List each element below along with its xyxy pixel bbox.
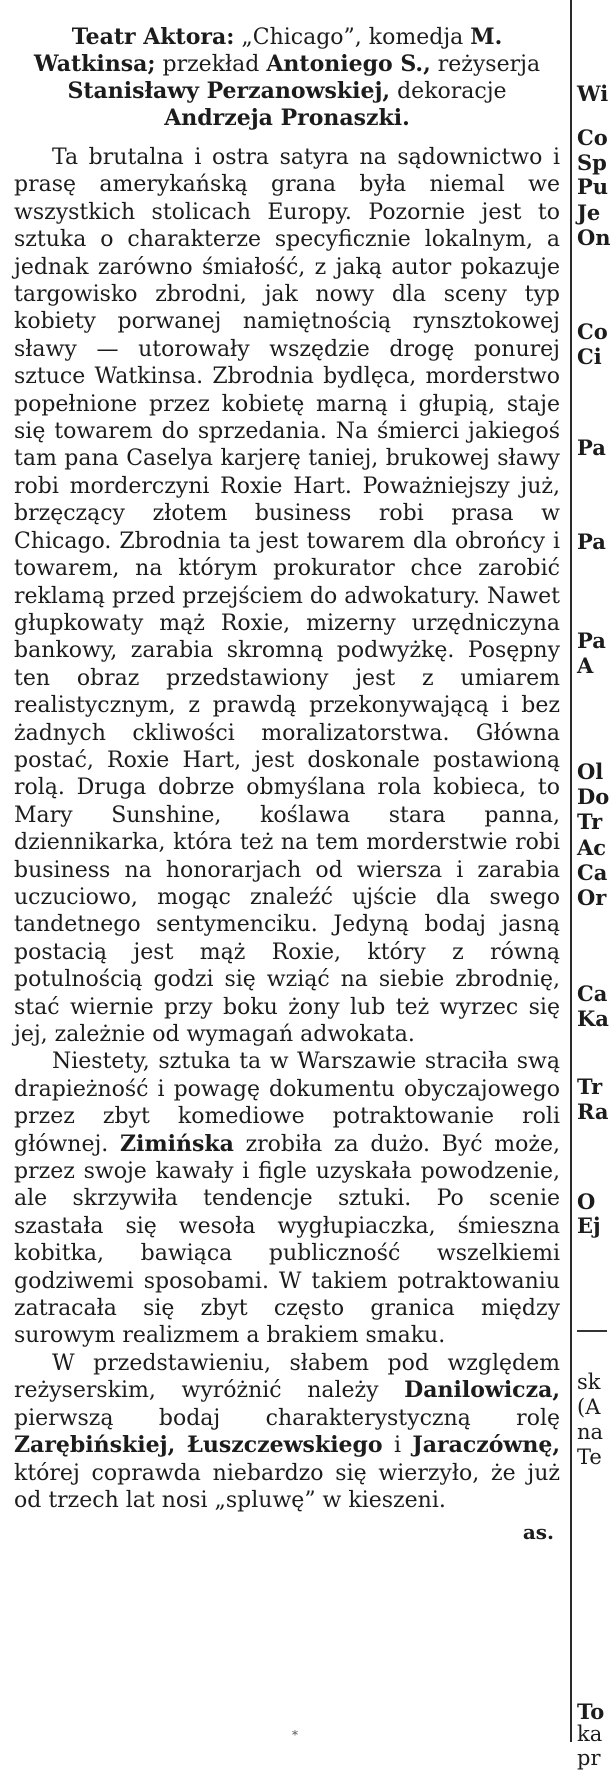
paragraph-3-text-c: i xyxy=(382,1433,413,1459)
heading-translation-label: przekład xyxy=(155,52,267,77)
article xyxy=(14,24,560,1544)
fragment: ka xyxy=(577,1722,603,1746)
fragment: Ol xyxy=(577,759,604,784)
fragment: (A xyxy=(577,1395,601,1419)
heading-designer: Andrzeja Pronaszki. xyxy=(164,105,410,131)
column-divider xyxy=(570,0,572,1742)
paragraph-3-text-a: W przedstawieniu, słabem pod względem reżyserskim, wyróżnić należy xyxy=(14,1350,560,1404)
heading-direction-label: reżyserja xyxy=(430,52,541,77)
actor-name-1: Danilowicza, xyxy=(404,1377,560,1404)
actor-name-3: Jaraczównę, xyxy=(412,1432,560,1459)
heading-author: M. Watkinsa; xyxy=(33,24,503,77)
fragment: Tr xyxy=(577,1074,603,1099)
fragment: na xyxy=(577,1420,604,1444)
article-paragraph-2 xyxy=(14,1048,560,1349)
article-paragraph-3 xyxy=(14,1350,560,1514)
fragment: Je xyxy=(577,200,601,225)
fragment: Ci xyxy=(577,344,602,369)
fragment: Tr xyxy=(577,809,603,834)
bottom-mark: * xyxy=(292,1728,298,1742)
paragraph-2-text-a: Niestety, sztuka ta w Warszawie straciła swą drapieżność i powagę dokumentu obyczajowego przez zbyt komediowe potraktowanie roli głównej. xyxy=(14,1049,560,1157)
fragment: Or xyxy=(577,885,607,910)
author-signature: as. xyxy=(522,1520,554,1545)
fragment: To xyxy=(577,1699,605,1724)
heading-director: Stanisławy Perzanowskiej, xyxy=(67,78,391,104)
fragment: On xyxy=(577,225,611,250)
article-heading xyxy=(14,24,560,132)
fragment: Pu xyxy=(577,174,609,199)
fragment: Pa xyxy=(577,628,606,653)
paragraph-3-text-b: pierwszą bodaj charakterystyczną rolę xyxy=(14,1405,560,1431)
paragraph-2-text-b: zrobiła za dużo. Być może, przez swoje kawały i figle uzyskała powodzenie, ale skrzywiła tendencje sztuki. Po scenie szastała się wesoła wygłupiaczka, śmieszna kobitka, bawiąca publiczność wszelkiemi godziwemi sposobami. W takiem potraktowaniu zatracała się zbyt często granica między surowym realizmem a brakiem smaku. xyxy=(14,1131,560,1349)
fragment: Ej xyxy=(577,1213,601,1238)
actor-name-2: Zarębińskiej, Łuszczewskiego xyxy=(14,1432,383,1459)
heading-design-label: dekoracje xyxy=(390,79,507,104)
fragment: Ca xyxy=(577,981,608,1006)
fragment: Co xyxy=(577,125,608,150)
fragment: O xyxy=(577,1189,596,1214)
heading-translator: Antoniego S., xyxy=(266,51,431,77)
section-rule xyxy=(577,1330,607,1332)
article-paragraph-1: Ta brutalna i ostra satyra na sądownictwo i prasę amerykańską grana była niemal we wszystkich stolicach Europy. Pozornie jest to sztuka o charakterze specyficznie lokalnym, a jednak zarówno śmiałość, z jaką autor pokazuje targowisko zbrodni, jak nowy dla sceny typ kobiety porwanej namiętnością rynsztokowej sławy — utorowały wszędzie drogę ponurej sztuce Watkinsa. Zbrodnia bydlęca, morderstwo popełnione przez kobietę marną i głupią, staje się towarem do sprzedania. Na śmierci jakiegoś tam pana Caselya karjerę taniej, brukowej sławy robi morderczyni Roxie Hart. Poważniejszy już, brzęczący złotem business robi prasa w Chicago. Zbrodnia ta jest towarem dla obrońcy i towarem, na którym prokurator chce zarobić reklamą przed przejściem do adwokatury. Nawet głupkowaty mąż Roxie, mizerny urzędniczyna bankowy, zarabia skromną podwyżkę. Posępny ten obraz przedstawiony jest z umiarem realistycznym, z prawdą przekonywającą i bez żadnych ckliwości moralizatorstwa. Główna postać, Roxie Hart, jest doskonale postawioną rolą. Druga dobrze obmyślana rola kobieca, to Mary Sunshine, koślawa stara panna, dziennikarka, która też na tem morderstwie robi business na honorarjach od wiersza i zarabia uczuciowo, mogąc znaleźć ujście dla swego tandetnego sentymenciku. Jedyną bodaj jasną postacią jest mąż Roxie, który z równą potulnością godzi się wziąć na siebie zbrodnię, stać wiernie przy boku żony lub też wyrzec się jej, zależnie od wymagań adwokata. xyxy=(14,145,560,1047)
adjacent-column xyxy=(575,0,611,1770)
fragment: Ra xyxy=(577,1099,609,1124)
fragment: pr xyxy=(577,1746,601,1770)
fragment: Ca xyxy=(577,860,608,885)
fragment: Pa xyxy=(577,529,606,554)
fragment: Co xyxy=(577,319,608,344)
paragraph-3-text-d: której coprawda niebardzo się wierzyło, że już od trzech lat nosi „spluwę” w kieszeni. xyxy=(14,1460,560,1513)
fragment: Ac xyxy=(577,835,607,860)
fragment: Pa xyxy=(577,435,606,460)
fragment: Do xyxy=(577,784,610,809)
fragment: A xyxy=(577,653,594,678)
actress-name: Zimińska xyxy=(119,1130,234,1157)
heading-title: „Chicago”, komedja xyxy=(234,25,471,50)
fragment: Te xyxy=(577,1445,602,1469)
fragment: Sp xyxy=(577,150,607,175)
heading-venue: Teatr Aktora: xyxy=(71,24,235,50)
fragment: sk xyxy=(577,1370,601,1394)
fragment: Ka xyxy=(577,1006,609,1031)
fragment: Wi xyxy=(577,81,609,106)
